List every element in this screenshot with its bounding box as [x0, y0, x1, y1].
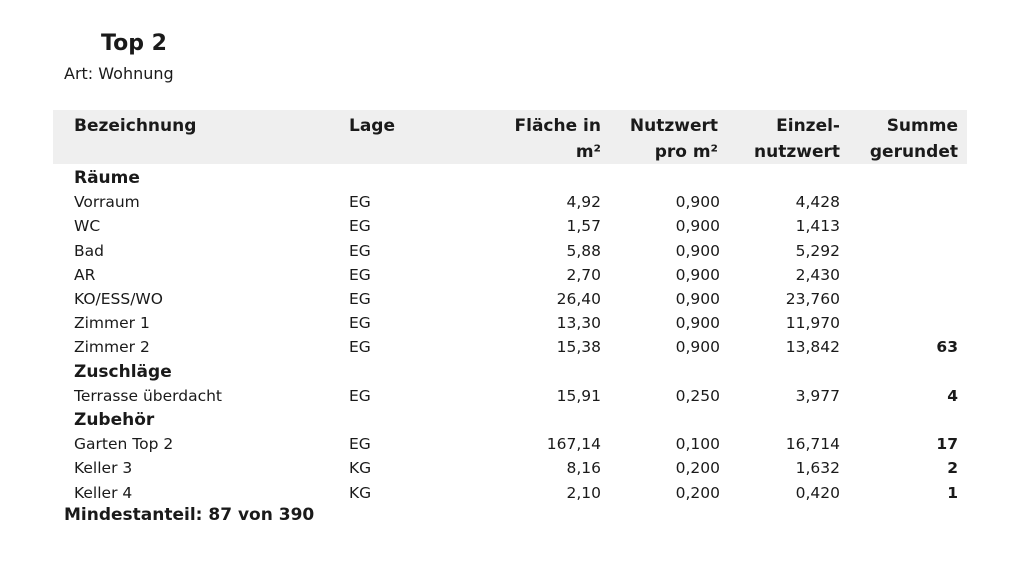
- header-einzelnutzwert: [754, 113, 840, 165]
- cell-bezeichnung: AR: [74, 265, 96, 284]
- cell-bezeichnung: Terrasse überdacht: [74, 386, 223, 405]
- cell-lage: EG: [349, 338, 371, 357]
- cell-einzelnutzwert: 13,842: [785, 338, 840, 357]
- section-heading: Zubehör: [74, 410, 155, 430]
- cell-summe: 63: [936, 338, 958, 357]
- cell-nutzwert: 0,200: [675, 483, 720, 502]
- header-summe: [870, 113, 958, 165]
- table-row: [0, 335, 1024, 359]
- cell-nutzwert: 0,900: [675, 314, 720, 333]
- cell-flaeche: 2,10: [566, 483, 601, 502]
- cell-nutzwert: 0,200: [675, 459, 720, 478]
- cell-flaeche: 2,70: [566, 265, 601, 284]
- table-row: [0, 263, 1024, 287]
- cell-lage: EG: [349, 265, 371, 284]
- table-row: [0, 311, 1024, 335]
- cell-einzelnutzwert: 4,428: [795, 193, 840, 212]
- header-einzel-line2: nutzwert: [754, 142, 840, 162]
- cell-flaeche: 15,91: [556, 386, 601, 405]
- cell-bezeichnung: Zimmer 2: [74, 338, 150, 357]
- cell-flaeche: 4,92: [566, 193, 601, 212]
- cell-einzelnutzwert: 5,292: [795, 241, 840, 260]
- page-title: Top 2: [101, 31, 167, 56]
- cell-nutzwert: 0,900: [675, 338, 720, 357]
- header-flaeche-line1: Fläche in: [514, 116, 601, 136]
- cell-nutzwert: 0,900: [675, 217, 720, 236]
- cell-lage: KG: [349, 483, 372, 502]
- cell-lage: EG: [349, 435, 371, 454]
- cell-nutzwert: 0,900: [675, 241, 720, 260]
- cell-bezeichnung: Keller 3: [74, 459, 133, 478]
- cell-summe: 17: [936, 435, 958, 454]
- cell-nutzwert: 0,100: [675, 435, 720, 454]
- cell-summe: 2: [947, 459, 958, 478]
- table-row: [0, 456, 1024, 480]
- cell-lage: EG: [349, 314, 371, 333]
- cell-einzelnutzwert: 3,977: [795, 386, 840, 405]
- cell-bezeichnung: Bad: [74, 241, 104, 260]
- cell-einzelnutzwert: 11,970: [785, 314, 840, 333]
- table-row: [0, 287, 1024, 311]
- cell-lage: EG: [349, 241, 371, 260]
- cell-flaeche: 1,57: [566, 217, 601, 236]
- header-nutzwert-line2: pro m²: [654, 142, 718, 162]
- cell-bezeichnung: Keller 4: [74, 483, 133, 502]
- table-row: [0, 214, 1024, 238]
- cell-bezeichnung: Zimmer 1: [74, 314, 150, 333]
- cell-einzelnutzwert: 0,420: [795, 483, 840, 502]
- header-summe-line1: Summe: [886, 116, 958, 136]
- cell-einzelnutzwert: 23,760: [785, 290, 840, 308]
- table-row: [0, 481, 1024, 505]
- cell-summe: 1: [947, 483, 958, 502]
- cell-nutzwert: 0,900: [675, 290, 720, 308]
- section-heading: Räume: [74, 168, 140, 188]
- cell-einzelnutzwert: 1,413: [795, 217, 840, 236]
- cell-lage: EG: [349, 290, 371, 308]
- cell-flaeche: 5,88: [566, 241, 601, 260]
- table-row: [0, 432, 1024, 456]
- mindestanteil: Mindestanteil: 87 von 390: [64, 505, 315, 525]
- cell-summe: 4: [947, 386, 958, 405]
- cell-flaeche: 26,40: [556, 290, 601, 308]
- property-type: Art: Wohnung: [64, 64, 174, 83]
- cell-flaeche: 167,14: [546, 435, 601, 454]
- header-bezeichnung: Bezeichnung: [74, 116, 197, 136]
- cell-flaeche: 13,30: [556, 314, 601, 333]
- cell-lage: EG: [349, 386, 371, 405]
- table-row: [0, 239, 1024, 263]
- table-row: [0, 190, 1024, 214]
- cell-nutzwert: 0,900: [675, 265, 720, 284]
- header-nutzwert: [630, 113, 718, 165]
- cell-einzelnutzwert: 2,430: [795, 265, 840, 284]
- cell-bezeichnung: Vorraum: [74, 193, 140, 212]
- cell-bezeichnung: Garten Top 2: [74, 435, 174, 454]
- cell-bezeichnung: WC: [74, 217, 101, 236]
- header-flaeche-line2: m²: [575, 142, 601, 162]
- header-nutzwert-line1: Nutzwert: [629, 116, 718, 136]
- cell-nutzwert: 0,250: [675, 386, 720, 405]
- header-summe-line2: gerundet: [869, 142, 958, 162]
- cell-flaeche: 8,16: [566, 459, 601, 478]
- cell-lage: KG: [349, 459, 372, 478]
- cell-nutzwert: 0,900: [675, 193, 720, 212]
- header-flaeche: [515, 113, 601, 165]
- cell-bezeichnung: KO/ESS/WO: [74, 290, 163, 308]
- table-row: [0, 384, 1024, 408]
- cell-lage: EG: [349, 217, 371, 236]
- cell-flaeche: 15,38: [556, 338, 601, 357]
- cell-einzelnutzwert: 1,632: [795, 459, 840, 478]
- cell-lage: EG: [349, 193, 371, 212]
- cell-einzelnutzwert: 16,714: [785, 435, 840, 454]
- header-einzel-line1: Einzel-: [776, 116, 840, 136]
- header-lage: Lage: [349, 116, 396, 136]
- section-heading: Zuschläge: [74, 361, 172, 382]
